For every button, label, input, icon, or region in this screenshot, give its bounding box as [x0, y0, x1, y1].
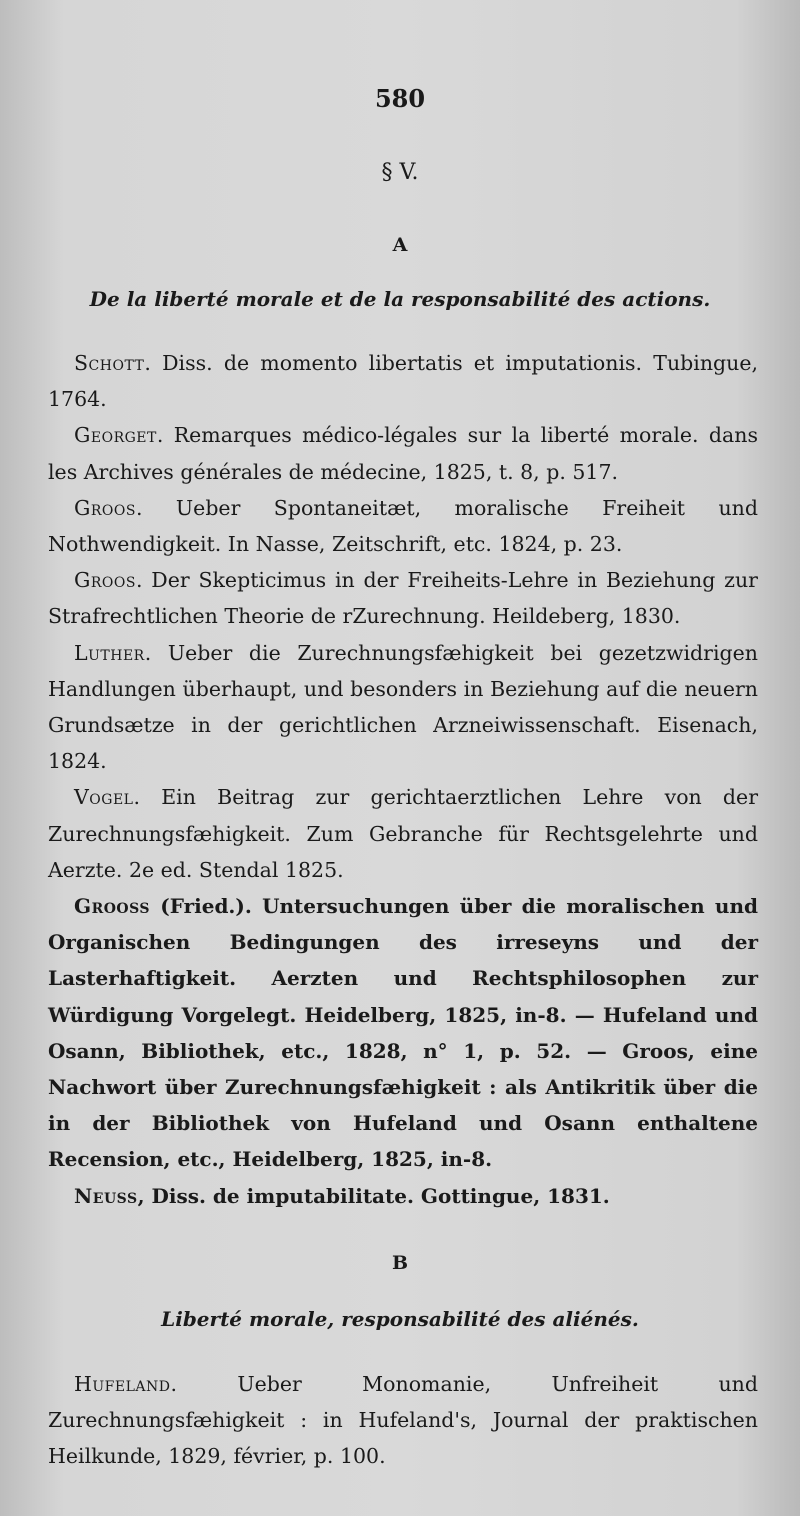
bibliography-entry	[48, 345, 758, 417]
entry-text: . Ein Beitrag zur gerichtaerztlichen Lehre von der Zurechnungsfæhigkeit. Zum Gebranche für Rechtsgelehrte und Aerzte. 2e ed. Stendal 1825.	[48, 785, 758, 882]
entry-text: (Fried.). Untersuchungen über die moralischen und Organischen Bedingungen des irreseyns und der Lasterhaftigkeit. Aerzten und Rechtsphilosophen zur Würdigung Vorgelegt. Heidelberg, 1825, in-8. — Hufeland und Osann, Bibliothek, etc., 1828, n° 1, p. 52. — Groos, eine Nachwort über Zurechnungsfæhigkeit : als Antikritik über die in der Bibliothek von Hufeland und Osann enthaltene Recension, etc., Heidelberg, 1825, in-8.	[48, 894, 758, 1172]
entry-text: , Diss. de imputabilitate. Gottingue, 1831.	[137, 1183, 610, 1208]
subsection-a-heading: De la liberté morale et de la responsabilité des actions.	[89, 287, 711, 311]
subsection-b-heading: Liberté morale, responsabilité des aliénés.	[161, 1307, 639, 1331]
entry-author: Vogel	[74, 785, 134, 810]
entry-text: . Remarques médico-légales sur la liberté morale. dans les Archives générales de médecine, 1825, t. 8, p. 517.	[48, 423, 758, 484]
bibliography-entry	[48, 1178, 758, 1214]
bibliography-list-a	[48, 345, 758, 1214]
bibliography-entry	[48, 562, 758, 634]
entry-author: Grooss	[74, 894, 151, 919]
entry-author: Neuss	[74, 1183, 138, 1208]
entry-author: Groos	[74, 495, 136, 520]
bibliography-entry	[48, 779, 758, 888]
bibliography-list-b	[48, 1366, 758, 1475]
bibliography-entry	[48, 490, 758, 562]
entry-text: . Ueber Monomanie, Unfreiheit und Zurechnungsfæhigkeit : in Hufeland's, Journal der praktischen Heilkunde, 1829, février, p. 100.	[48, 1372, 758, 1469]
subsection-b-letter: B	[391, 1252, 409, 1274]
entry-text: . Diss. de momento libertatis et imputationis. Tubingue, 1764.	[48, 351, 758, 412]
entry-author: Luther	[74, 640, 145, 665]
entry-text: . Der Skepticimus in der Freiheits-Lehre in Beziehung zur Strafrechtlichen Theorie de rZurechnung. Heildeberg, 1830.	[48, 568, 758, 629]
entry-author: Georget	[74, 423, 157, 448]
bibliography-entry	[48, 1366, 758, 1475]
page-number: 580	[374, 84, 426, 113]
entry-author: Schott	[74, 351, 145, 375]
entry-author: Hufeland	[74, 1372, 171, 1396]
subsection-a-letter: A	[392, 234, 408, 256]
bibliography-entry	[48, 635, 758, 780]
entry-text: . Ueber die Zurechnungsfæhigkeit bei gezetzwidrigen Handlungen überhaupt, und besonders in Beziehung auf die neuern Grundsætze in der gerichtlichen Arzneiwissenschaft. Eisenach, 1824.	[48, 640, 758, 774]
entry-author: Groos	[74, 568, 136, 593]
bibliography-entry	[48, 888, 758, 1178]
entry-text: . Ueber Spontaneitæt, moralische Freiheit und Nothwendigkeit. In Nasse, Zeitschrift, etc. 1824, p. 23.	[48, 495, 758, 557]
section-number: § V.	[381, 160, 419, 185]
bibliography-entry	[48, 417, 758, 489]
